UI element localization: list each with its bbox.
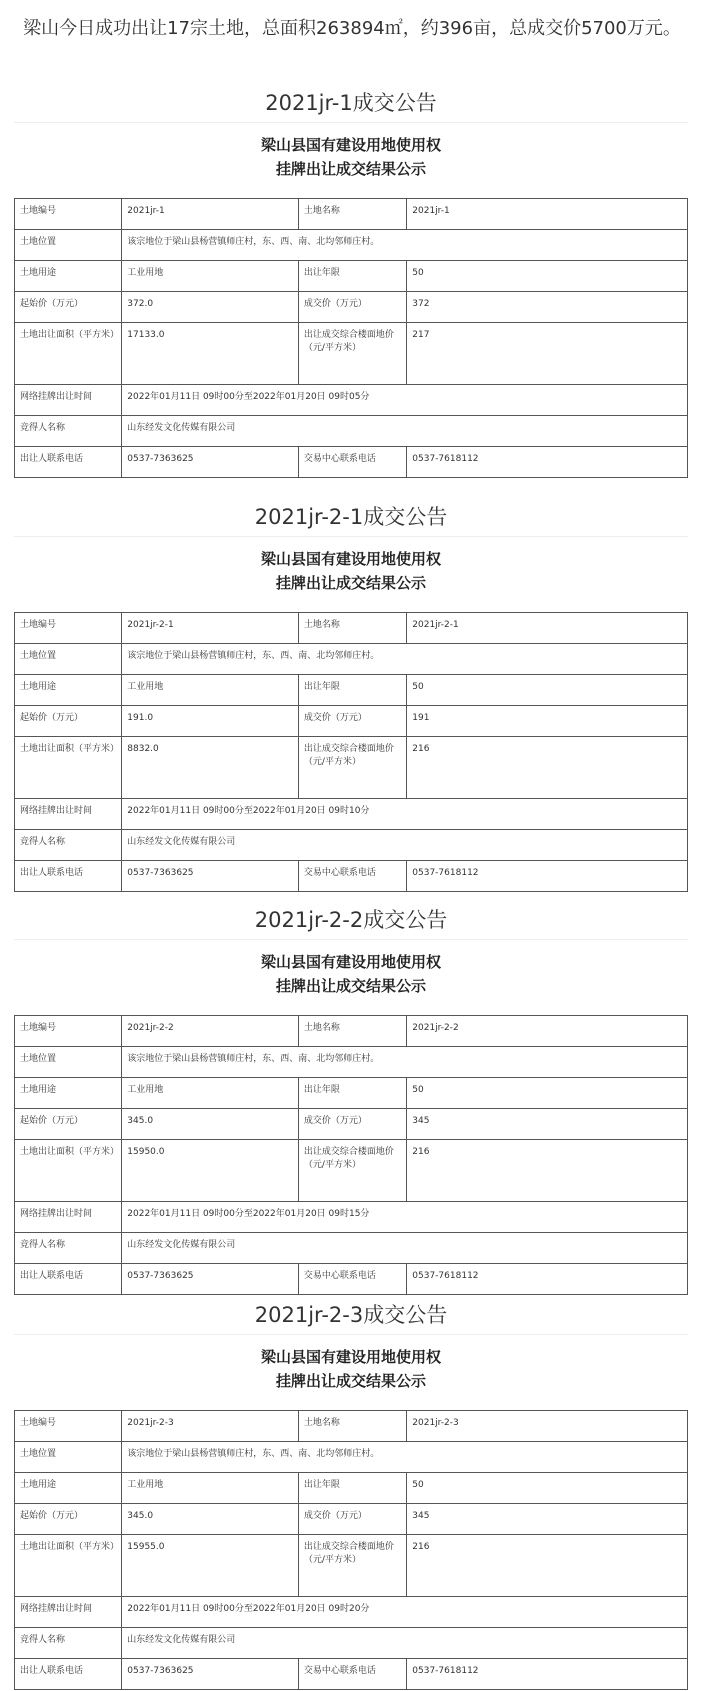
announcement-section	[14, 88, 688, 464]
value-center-phone: 0537-7618112	[407, 1659, 688, 1690]
label-deal-price: 成交价（万元）	[298, 292, 406, 323]
value-area: 15955.0	[122, 1535, 299, 1597]
value-parcel-name: 2021jr-2-3	[407, 1411, 688, 1442]
table-row	[15, 1597, 688, 1628]
label-start-price: 起始价（万元）	[15, 292, 122, 323]
table-row	[15, 416, 688, 447]
table-row	[15, 1473, 688, 1504]
label-area: 土地出让面积（平方米）	[15, 1535, 122, 1597]
table-row	[15, 799, 688, 830]
value-usage: 工业用地	[122, 675, 299, 706]
label-center-phone: 交易中心联系电话	[298, 1659, 406, 1690]
value-deal-price: 372	[407, 292, 688, 323]
value-parcel-no: 2021jr-1	[122, 199, 299, 230]
announcement-section	[14, 502, 688, 878]
label-location: 土地位置	[15, 1047, 122, 1078]
announcement-section	[14, 1300, 688, 1676]
value-winner: 山东经发文化传媒有限公司	[122, 1233, 688, 1264]
value-location: 该宗地位于梁山县杨营镇师庄村，东、西、南、北均邻师庄村。	[122, 644, 688, 675]
value-start-price: 191.0	[122, 706, 299, 737]
section-heading: 2021jr-2-2成交公告	[254, 908, 448, 932]
table-row	[15, 385, 688, 416]
label-center-phone: 交易中心联系电话	[298, 861, 406, 892]
value-usage: 工业用地	[122, 1078, 299, 1109]
divider	[14, 1334, 688, 1335]
value-listing-time: 2022年01月11日 09时00分至2022年01月20日 09时05分	[122, 385, 688, 416]
value-usage: 工业用地	[122, 1473, 299, 1504]
label-listing-time: 网络挂牌出让时间	[15, 385, 122, 416]
label-start-price: 起始价（万元）	[15, 1504, 122, 1535]
value-deal-price: 345	[407, 1109, 688, 1140]
table-row	[15, 1109, 688, 1140]
label-winner: 竞得人名称	[15, 1628, 122, 1659]
label-area: 土地出让面积（平方米）	[15, 737, 122, 799]
table-row	[15, 1442, 688, 1473]
document-title	[14, 1345, 688, 1393]
label-usage: 土地用途	[15, 1473, 122, 1504]
result-table	[14, 198, 688, 478]
label-start-price: 起始价（万元）	[15, 1109, 122, 1140]
divider	[14, 122, 688, 123]
label-deal-price: 成交价（万元）	[298, 706, 406, 737]
value-area: 8832.0	[122, 737, 299, 799]
section-heading: 2021jr-2-1成交公告	[254, 505, 448, 529]
document-title-line-1: 梁山县国有建设用地使用权	[260, 550, 441, 568]
table-row	[15, 230, 688, 261]
value-floor-price: 217	[407, 323, 688, 385]
value-center-phone: 0537-7618112	[407, 447, 688, 478]
label-location: 土地位置	[15, 230, 122, 261]
document-title-line-1: 梁山县国有建设用地使用权	[260, 1348, 441, 1366]
label-usage: 土地用途	[15, 261, 122, 292]
table-row	[15, 613, 688, 644]
label-seller-phone: 出让人联系电话	[15, 1264, 122, 1295]
label-parcel-no: 土地编号	[15, 1411, 122, 1442]
table-row	[15, 675, 688, 706]
table-row	[15, 706, 688, 737]
value-parcel-name: 2021jr-2-1	[407, 613, 688, 644]
value-winner: 山东经发文化传媒有限公司	[122, 830, 688, 861]
table-row	[15, 261, 688, 292]
value-seller-phone: 0537-7363625	[122, 447, 299, 478]
value-listing-time: 2022年01月11日 09时00分至2022年01月20日 09时20分	[122, 1597, 688, 1628]
label-deal-price: 成交价（万元）	[298, 1504, 406, 1535]
table-row	[15, 292, 688, 323]
label-seller-phone: 出让人联系电话	[15, 447, 122, 478]
label-start-price: 起始价（万元）	[15, 706, 122, 737]
table-row	[15, 447, 688, 478]
value-center-phone: 0537-7618112	[407, 861, 688, 892]
result-table	[14, 612, 688, 892]
value-deal-price: 345	[407, 1504, 688, 1535]
label-parcel-name: 土地名称	[298, 613, 406, 644]
document-title	[14, 547, 688, 595]
label-usage: 土地用途	[15, 1078, 122, 1109]
value-floor-price: 216	[407, 1140, 688, 1202]
label-term: 出让年限	[298, 261, 406, 292]
label-seller-phone: 出让人联系电话	[15, 861, 122, 892]
document-title-line-1: 梁山县国有建设用地使用权	[260, 953, 441, 971]
label-parcel-no: 土地编号	[15, 199, 122, 230]
label-winner: 竞得人名称	[15, 830, 122, 861]
value-parcel-name: 2021jr-2-2	[407, 1016, 688, 1047]
label-location: 土地位置	[15, 644, 122, 675]
value-location: 该宗地位于梁山县杨营镇师庄村，东、西、南、北均邻师庄村。	[122, 230, 688, 261]
value-start-price: 345.0	[122, 1109, 299, 1140]
label-parcel-no: 土地编号	[15, 1016, 122, 1047]
value-winner: 山东经发文化传媒有限公司	[122, 1628, 688, 1659]
table-row	[15, 1535, 688, 1597]
label-seller-phone: 出让人联系电话	[15, 1659, 122, 1690]
label-parcel-name: 土地名称	[298, 199, 406, 230]
table-row	[15, 1628, 688, 1659]
value-parcel-no: 2021jr-2-1	[122, 613, 299, 644]
value-location: 该宗地位于梁山县杨营镇师庄村，东、西、南、北均邻师庄村。	[122, 1442, 688, 1473]
table-row	[15, 1411, 688, 1442]
value-area: 17133.0	[122, 323, 299, 385]
label-winner: 竞得人名称	[15, 1233, 122, 1264]
document-title-line-2: 挂牌出让成交结果公示	[275, 977, 426, 995]
value-area: 15950.0	[122, 1140, 299, 1202]
document-title-line-2: 挂牌出让成交结果公示	[275, 160, 426, 178]
label-area: 土地出让面积（平方米）	[15, 1140, 122, 1202]
value-floor-price: 216	[407, 1535, 688, 1597]
label-floor-price: 出让成交综合楼面地价（元/平方米）	[298, 1140, 406, 1202]
label-floor-price: 出让成交综合楼面地价（元/平方米）	[298, 323, 406, 385]
document-title-line-2: 挂牌出让成交结果公示	[275, 1372, 426, 1390]
table-row	[15, 1140, 688, 1202]
value-location: 该宗地位于梁山县杨营镇师庄村，东、西、南、北均邻师庄村。	[122, 1047, 688, 1078]
value-seller-phone: 0537-7363625	[122, 1659, 299, 1690]
value-deal-price: 191	[407, 706, 688, 737]
value-listing-time: 2022年01月11日 09时00分至2022年01月20日 09时15分	[122, 1202, 688, 1233]
value-term: 50	[407, 675, 688, 706]
label-term: 出让年限	[298, 1078, 406, 1109]
value-seller-phone: 0537-7363625	[122, 861, 299, 892]
label-area: 土地出让面积（平方米）	[15, 323, 122, 385]
label-floor-price: 出让成交综合楼面地价（元/平方米）	[298, 737, 406, 799]
label-term: 出让年限	[298, 1473, 406, 1504]
document-title	[14, 133, 688, 181]
value-seller-phone: 0537-7363625	[122, 1264, 299, 1295]
value-usage: 工业用地	[122, 261, 299, 292]
divider	[14, 939, 688, 940]
section-heading: 2021jr-1成交公告	[265, 91, 437, 115]
value-start-price: 372.0	[122, 292, 299, 323]
table-row	[15, 1202, 688, 1233]
value-term: 50	[407, 261, 688, 292]
section-heading: 2021jr-2-3成交公告	[254, 1303, 448, 1327]
table-row	[15, 830, 688, 861]
label-parcel-no: 土地编号	[15, 613, 122, 644]
label-deal-price: 成交价（万元）	[298, 1109, 406, 1140]
label-usage: 土地用途	[15, 675, 122, 706]
value-parcel-no: 2021jr-2-3	[122, 1411, 299, 1442]
label-listing-time: 网络挂牌出让时间	[15, 799, 122, 830]
table-row	[15, 1233, 688, 1264]
label-winner: 竞得人名称	[15, 416, 122, 447]
value-term: 50	[407, 1473, 688, 1504]
table-row	[15, 1016, 688, 1047]
label-listing-time: 网络挂牌出让时间	[15, 1202, 122, 1233]
document-title	[14, 950, 688, 998]
table-row	[15, 1047, 688, 1078]
divider	[14, 536, 688, 537]
label-floor-price: 出让成交综合楼面地价（元/平方米）	[298, 1535, 406, 1597]
label-location: 土地位置	[15, 1442, 122, 1473]
table-row	[15, 861, 688, 892]
table-row	[15, 199, 688, 230]
intro-summary: 梁山今日成功出让17宗土地，总面积263894㎡，约396亩，总成交价5700万元。	[23, 18, 681, 39]
value-parcel-name: 2021jr-1	[407, 199, 688, 230]
value-start-price: 345.0	[122, 1504, 299, 1535]
value-term: 50	[407, 1078, 688, 1109]
value-parcel-no: 2021jr-2-2	[122, 1016, 299, 1047]
announcement-section	[14, 905, 688, 1281]
value-winner: 山东经发文化传媒有限公司	[122, 416, 688, 447]
value-center-phone: 0537-7618112	[407, 1264, 688, 1295]
document-title-line-1: 梁山县国有建设用地使用权	[260, 136, 441, 154]
value-listing-time: 2022年01月11日 09时00分至2022年01月20日 09时10分	[122, 799, 688, 830]
label-center-phone: 交易中心联系电话	[298, 1264, 406, 1295]
table-row	[15, 1078, 688, 1109]
label-term: 出让年限	[298, 675, 406, 706]
table-row	[15, 1659, 688, 1690]
table-row	[15, 323, 688, 385]
table-row	[15, 737, 688, 799]
table-row	[15, 1264, 688, 1295]
document-title-line-2: 挂牌出让成交结果公示	[275, 574, 426, 592]
label-center-phone: 交易中心联系电话	[298, 447, 406, 478]
label-parcel-name: 土地名称	[298, 1411, 406, 1442]
label-parcel-name: 土地名称	[298, 1016, 406, 1047]
value-floor-price: 216	[407, 737, 688, 799]
table-row	[15, 644, 688, 675]
table-row	[15, 1504, 688, 1535]
result-table	[14, 1410, 688, 1690]
label-listing-time: 网络挂牌出让时间	[15, 1597, 122, 1628]
result-table	[14, 1015, 688, 1295]
